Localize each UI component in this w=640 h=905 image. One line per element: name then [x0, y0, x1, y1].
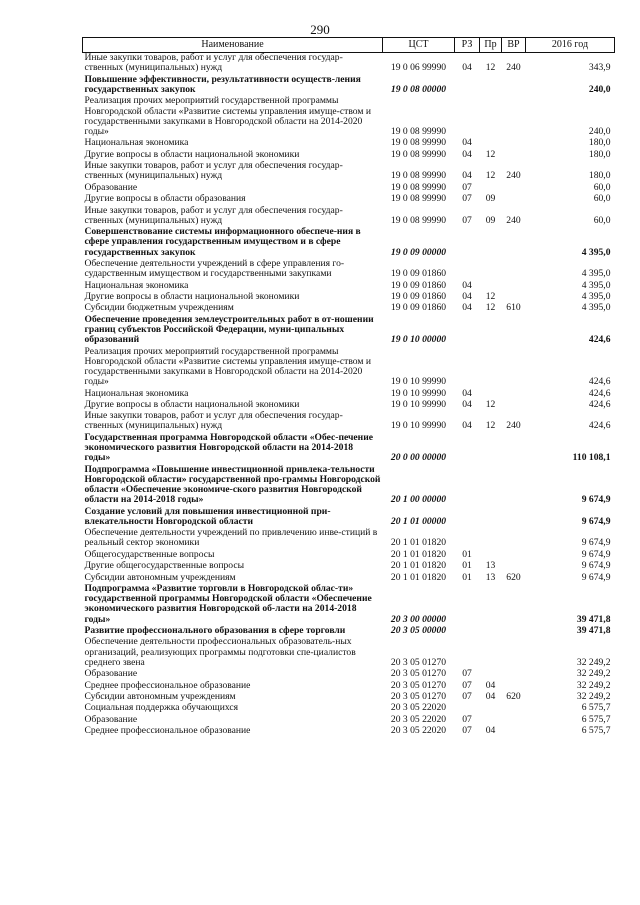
- row-pr: 12: [485, 290, 496, 302]
- row-name: Другие вопросы в области национальной экономики: [84, 148, 300, 160]
- row-sum: 9 674,9: [581, 537, 611, 549]
- row-name: Повышение эффективности, результативности осуществ-ления государственных закупок: [84, 73, 361, 95]
- row-pr: [480, 669, 502, 680]
- row-sum: 424,6: [588, 398, 611, 410]
- table-row: [83, 528, 615, 550]
- row-name: Создание условий для повышения инвестиционной при-влекательности Новгородской области: [84, 505, 331, 527]
- header-vr: ВР: [502, 38, 526, 53]
- row-rz: 07: [462, 713, 472, 725]
- row-pr: 13: [485, 571, 496, 583]
- table-body: [83, 53, 615, 738]
- row-vr: 240: [506, 170, 521, 182]
- table-row: [83, 726, 615, 737]
- row-cst: 20 1 00 00000: [390, 494, 447, 506]
- row-rz: 01: [462, 548, 472, 560]
- row-sum: 6 575,7: [581, 725, 611, 737]
- row-vr: [502, 637, 526, 669]
- row-cst: 20 1 01 01820: [390, 537, 447, 549]
- row-name: Реализация прочих мероприятий государственной программы Новгородской области «Развитие системы управления имуще-ством и государственными закупками в Новгородской области на 2014-2020 годы»: [84, 345, 372, 388]
- row-cst: 19 0 10 00000: [390, 334, 447, 346]
- row-rz: 04: [462, 420, 472, 432]
- row-pr: 12: [485, 62, 496, 74]
- row-name: Национальная экономика: [84, 279, 189, 291]
- row-vr: [502, 584, 526, 626]
- row-sum: 32 249,2: [576, 656, 611, 668]
- row-cst: 20 3 05 01270: [390, 668, 447, 680]
- row-rz: [455, 465, 480, 507]
- table-row: [83, 669, 615, 680]
- row-pr: [480, 259, 502, 281]
- row-name: Субсидии автономным учреждениям: [84, 691, 236, 702]
- row-cst: 19 0 10 99990: [390, 420, 447, 432]
- row-pr: 12: [485, 170, 496, 182]
- row-cst: 19 0 08 99990: [390, 137, 447, 149]
- header-sum: 2016 год: [526, 38, 615, 53]
- row-sum: 424,6: [588, 376, 611, 388]
- row-cst: 20 3 05 22020: [390, 702, 447, 714]
- row-vr: [502, 528, 526, 550]
- row-rz: 04: [462, 62, 472, 74]
- row-pr: [480, 433, 502, 465]
- row-pr: [480, 637, 502, 669]
- row-pr: [480, 315, 502, 347]
- row-vr: 240: [506, 62, 521, 74]
- row-name: Другие вопросы в области образования: [84, 193, 246, 205]
- table-row: [83, 259, 615, 281]
- row-sum: 6 575,7: [581, 713, 611, 725]
- row-name: Обеспечение проведения землеустроительных работ в от-ношении границ субъектов Российской Федерации, муни-ципальных образований: [84, 313, 374, 346]
- row-name: Обеспечение деятельности профессиональных образователь-ных организаций, реализующих программы подготовки спе-циалистов среднего звена: [84, 636, 356, 668]
- row-pr: [480, 347, 502, 389]
- row-name: Среднее профессиональное образование: [84, 725, 251, 737]
- row-pr: 12: [485, 420, 496, 432]
- row-vr: [502, 389, 526, 400]
- row-rz: 01: [462, 560, 472, 572]
- table-row: [83, 703, 615, 714]
- table-header-row: [83, 38, 615, 53]
- row-cst: 19 0 08 99990: [390, 214, 447, 226]
- row-sum: 343,9: [588, 62, 611, 74]
- row-sum: 32 249,2: [576, 691, 611, 702]
- row-name: Государственная программа Новгородской области «Обес-печение экономического развития Новгородской области на 2014-2018 годы»: [84, 431, 373, 464]
- row-sum: 180,0: [588, 137, 611, 149]
- row-cst: 19 0 09 00000: [390, 246, 447, 258]
- row-vr: [502, 561, 526, 572]
- row-sum: 424,6: [588, 334, 611, 346]
- row-rz: 04: [462, 170, 472, 182]
- row-name: Среднее профессиональное образование: [84, 679, 251, 691]
- row-name: Социальная поддержка обучающихся: [84, 702, 239, 714]
- row-cst: 20 3 05 01270: [390, 679, 447, 691]
- row-name: Другие общегосударственные вопросы: [84, 560, 245, 572]
- row-sum: 424,6: [588, 420, 611, 432]
- row-cst: 19 0 09 01860: [390, 268, 447, 280]
- row-sum: 4 395,0: [581, 268, 611, 280]
- row-vr: [502, 259, 526, 281]
- row-sum: 9 674,9: [581, 494, 611, 506]
- row-rz: [455, 433, 480, 465]
- row-vr: [502, 550, 526, 561]
- table-row: [83, 584, 615, 626]
- row-rz: 04: [462, 387, 472, 399]
- row-rz: 04: [462, 290, 472, 302]
- row-name: Другие вопросы в области национальной экономики: [84, 398, 300, 410]
- row-cst: 20 3 05 01270: [390, 656, 447, 668]
- row-rz: 07: [462, 181, 472, 193]
- row-name: Обеспечение деятельности учреждений в сфере управления го-сударственным имуществом и государственными закупками: [84, 257, 345, 280]
- row-rz: [455, 637, 480, 669]
- row-pr: 04: [485, 725, 496, 737]
- row-rz: 04: [462, 279, 472, 291]
- row-pr: [480, 584, 502, 626]
- row-vr: [502, 465, 526, 507]
- row-cst: 19 0 09 01860: [390, 290, 447, 302]
- row-cst: 19 0 09 01860: [390, 279, 447, 291]
- row-cst: 19 0 08 00000: [390, 84, 447, 95]
- table-row: [83, 465, 615, 507]
- row-name: Реализация прочих мероприятий государственной программы Новгородской области «Развитие системы управления имуще-ством и государственными закупками в Новгородской области на 2014-2020 годы»: [84, 95, 372, 137]
- row-cst: 19 0 08 99990: [390, 170, 447, 182]
- row-vr: [502, 150, 526, 161]
- row-sum: 110 108,1: [572, 452, 611, 464]
- table-row: [83, 637, 615, 669]
- row-cst: 19 0 08 99990: [390, 126, 447, 137]
- row-rz: 07: [462, 214, 472, 226]
- row-name: Совершенствование системы информационного обеспече-ния в сфере управления государственным имуществом и в сфере государственных закупок: [84, 226, 361, 258]
- row-pr: [480, 96, 502, 138]
- row-rz: 04: [462, 302, 472, 314]
- row-pr: 12: [485, 148, 496, 160]
- table-row: [83, 53, 615, 75]
- row-cst: 19 0 10 99990: [390, 376, 447, 388]
- row-vr: [502, 183, 526, 194]
- header-name: Наименование: [83, 38, 383, 53]
- row-cst: 20 3 05 00000: [390, 625, 447, 637]
- row-cst: 20 1 01 01820: [390, 548, 447, 560]
- row-sum: 9 674,9: [581, 560, 611, 572]
- row-name: Подпрограмма «Повышение инвестиционной привлека-тельности Новгородской области» государственной про-граммы Новгородской области «Обеспечение экономиче-ского развития Новгородской области на 2014-2018 годы»: [84, 463, 381, 506]
- row-vr: [502, 433, 526, 465]
- row-rz: 04: [462, 137, 472, 149]
- row-name: Иные закупки товаров, работ и услуг для обеспечения государ-ственных (муниципальных) нужд: [84, 204, 343, 226]
- row-sum: 424,6: [588, 387, 611, 399]
- row-name: Субсидии бюджетным учреждениям: [84, 302, 234, 314]
- row-rz: [455, 315, 480, 347]
- row-sum: 4 395,0: [581, 302, 611, 314]
- row-rz: 07: [462, 668, 472, 680]
- row-name: Иные закупки товаров, работ и услуг для обеспечения государ-ственных (муниципальных) нужд: [84, 52, 343, 74]
- row-rz: [455, 347, 480, 389]
- row-rz: 07: [462, 725, 472, 737]
- row-cst: 20 3 05 01270: [390, 691, 447, 702]
- row-name: Субсидии автономным учреждениям: [84, 571, 236, 583]
- table-row: [83, 96, 615, 138]
- row-vr: [502, 315, 526, 347]
- row-vr: [502, 96, 526, 138]
- table-row: [83, 507, 615, 529]
- row-name: Развитие профессионального образования в сфере торговли: [84, 625, 346, 637]
- row-rz: [455, 507, 480, 529]
- row-name: Образование: [84, 668, 138, 680]
- row-name: Национальная экономика: [84, 387, 189, 399]
- row-sum: 4 395,0: [581, 290, 611, 302]
- row-sum: 9 674,9: [581, 571, 611, 583]
- row-sum: 9 674,9: [581, 548, 611, 560]
- row-name: Общегосударственные вопросы: [84, 548, 215, 560]
- row-pr: [480, 626, 502, 637]
- row-sum: 240,0: [588, 126, 611, 137]
- row-pr: 13: [485, 560, 496, 572]
- row-rz: [455, 584, 480, 626]
- page-number: 290: [310, 22, 330, 37]
- row-sum: 180,0: [588, 148, 611, 160]
- row-name: Образование: [84, 713, 138, 725]
- header-pr: Пр: [480, 38, 502, 53]
- row-sum: 4 395,0: [581, 279, 611, 291]
- header-rz: РЗ: [455, 38, 480, 53]
- row-name: Иные закупки товаров, работ и услуг для обеспечения государ-ственных (муниципальных) нужд: [84, 160, 343, 182]
- row-sum: 60,0: [593, 193, 611, 205]
- row-rz: 01: [462, 571, 472, 583]
- row-rz: [455, 96, 480, 138]
- row-pr: 04: [485, 679, 496, 691]
- row-vr: [502, 507, 526, 529]
- row-name: Иные закупки товаров, работ и услуг для обеспечения государ-ственных (муниципальных) нужд: [84, 410, 343, 432]
- row-sum: 60,0: [593, 181, 611, 193]
- row-vr: 240: [506, 420, 521, 432]
- row-cst: 19 0 10 99990: [390, 387, 447, 399]
- row-sum: 180,0: [588, 170, 611, 182]
- row-vr: 620: [506, 691, 521, 702]
- row-vr: [502, 194, 526, 205]
- table-row: [83, 194, 615, 205]
- row-rz: 07: [462, 679, 472, 691]
- row-cst: 20 3 00 00000: [390, 613, 447, 625]
- row-vr: 240: [506, 214, 521, 226]
- row-cst: 20 1 01 01820: [390, 571, 447, 583]
- row-pr: 12: [485, 398, 496, 410]
- row-name: Подпрограмма «Развитие торговли в Новгородской облас-ти» государственной программы Новгородской области «Обеспечение экономического развития Новгородской об-ласти на 2014-2018 годы»: [84, 583, 372, 625]
- row-sum: 9 674,9: [581, 515, 611, 527]
- row-rz: 07: [462, 691, 472, 702]
- row-vr: [502, 75, 526, 97]
- table-row: [83, 315, 615, 347]
- table-row: [83, 227, 615, 259]
- row-pr: 04: [485, 691, 496, 702]
- row-rz: [455, 528, 480, 550]
- row-cst: 20 3 05 22020: [390, 713, 447, 725]
- table-row: [83, 347, 615, 389]
- row-vr: [502, 715, 526, 726]
- row-pr: [480, 703, 502, 714]
- row-pr: [480, 75, 502, 97]
- row-vr: 610: [506, 302, 521, 314]
- row-rz: [455, 75, 480, 97]
- row-vr: [502, 726, 526, 737]
- row-vr: [502, 703, 526, 714]
- row-vr: 620: [506, 571, 521, 583]
- row-name: Другие вопросы в области национальной экономики: [84, 290, 300, 302]
- row-name: Национальная экономика: [84, 137, 189, 149]
- table-row: [83, 433, 615, 465]
- row-vr: [502, 138, 526, 149]
- row-cst: 19 0 10 99990: [390, 398, 447, 410]
- row-sum: 32 249,2: [576, 668, 611, 680]
- row-vr: [502, 626, 526, 637]
- row-rz: [455, 227, 480, 259]
- table-row: [83, 206, 615, 228]
- row-name: Образование: [84, 181, 138, 193]
- table-row: [83, 411, 615, 433]
- row-sum: 39 471,8: [576, 613, 611, 625]
- row-name: Обеспечение деятельности учреждений по привлечению инве-стиций в реальный сектор экономики: [84, 527, 378, 549]
- row-rz: 04: [462, 148, 472, 160]
- header-cst: ЦСТ: [383, 38, 455, 53]
- row-rz: [455, 626, 480, 637]
- row-cst: 20 0 00 00000: [390, 452, 447, 464]
- row-cst: 20 1 01 01820: [390, 560, 447, 572]
- row-cst: 19 0 09 01860: [390, 302, 447, 314]
- row-rz: 04: [462, 398, 472, 410]
- row-vr: [502, 347, 526, 389]
- row-rz: 07: [462, 193, 472, 205]
- row-cst: 19 0 08 99990: [390, 193, 447, 205]
- row-cst: 20 1 01 00000: [390, 515, 447, 527]
- row-sum: 240,0: [588, 84, 611, 95]
- row-sum: 6 575,7: [581, 702, 611, 714]
- row-sum: 4 395,0: [581, 246, 611, 258]
- row-rz: [455, 259, 480, 281]
- row-cst: 20 3 05 22020: [390, 725, 447, 737]
- budget-table: [82, 37, 615, 738]
- table-row: [83, 303, 615, 314]
- row-cst: 19 0 08 99990: [390, 181, 447, 193]
- row-sum: 39 471,8: [576, 625, 611, 637]
- row-pr: 12: [485, 302, 496, 314]
- table-row: [83, 161, 615, 183]
- row-vr: [502, 400, 526, 411]
- row-pr: 09: [485, 193, 496, 205]
- row-sum: 60,0: [593, 214, 611, 226]
- row-pr: [480, 465, 502, 507]
- row-vr: [502, 281, 526, 292]
- row-vr: [502, 669, 526, 680]
- row-pr: [480, 227, 502, 259]
- row-pr: [480, 528, 502, 550]
- table-row: [83, 561, 615, 572]
- row-pr: 09: [485, 214, 496, 226]
- row-pr: [480, 507, 502, 529]
- row-cst: 19 0 08 99990: [390, 148, 447, 160]
- table-row: [83, 75, 615, 97]
- row-sum: 32 249,2: [576, 679, 611, 691]
- row-cst: 19 0 06 99990: [390, 62, 447, 74]
- row-vr: [502, 227, 526, 259]
